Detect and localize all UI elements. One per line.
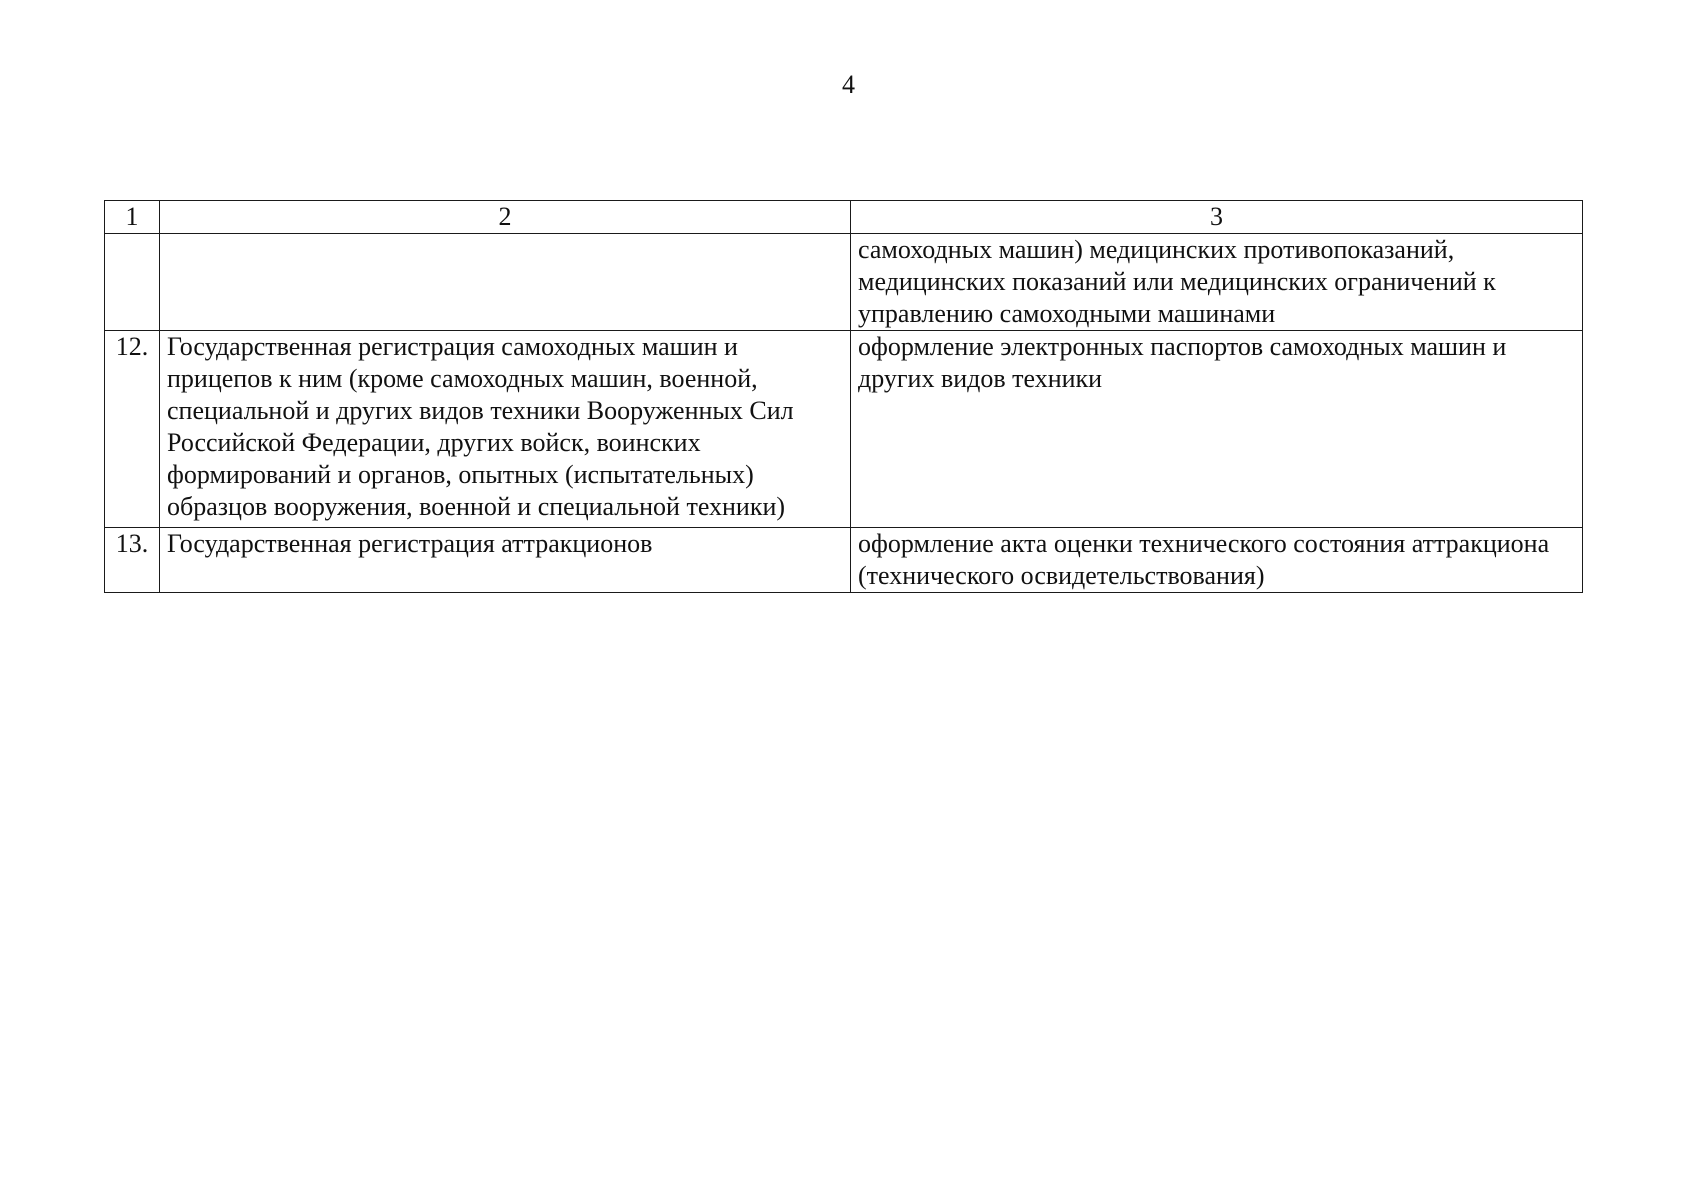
row-number bbox=[105, 234, 160, 331]
service-cell bbox=[160, 234, 851, 331]
service-cell: Государственная регистрация аттракционов bbox=[160, 528, 851, 593]
row-number: 12. bbox=[105, 331, 160, 528]
table-row bbox=[105, 528, 1583, 593]
table-row bbox=[105, 331, 1583, 528]
requirement-cell: оформление электронных паспортов самоходных машин и других видов техники bbox=[851, 331, 1583, 528]
table-header-row bbox=[105, 201, 1583, 234]
page-number: 4 bbox=[842, 70, 855, 99]
column-header-3: 3 bbox=[851, 201, 1583, 234]
table-row bbox=[105, 234, 1583, 331]
column-header-2: 2 bbox=[160, 201, 851, 234]
row-number: 13. bbox=[105, 528, 160, 593]
column-header-1: 1 bbox=[105, 201, 160, 234]
requirement-cell: оформление акта оценки технического состояния аттракциона (технического освидетельствования) bbox=[851, 528, 1583, 593]
service-cell: Государственная регистрация самоходных машин и прицепов к ним (кроме самоходных машин, военной, специальной и других видов техники Вооруженных Сил Российской Федерации, других войск, воинских формирований и органов, опытных (испытательных) образцов вооружения, военной и специальной техники) bbox=[160, 331, 851, 528]
services-table bbox=[104, 200, 1583, 593]
requirement-cell: самоходных машин) медицинских противопоказаний, медицинских показаний или медицинских ограничений к управлению самоходными машинами bbox=[851, 234, 1583, 331]
